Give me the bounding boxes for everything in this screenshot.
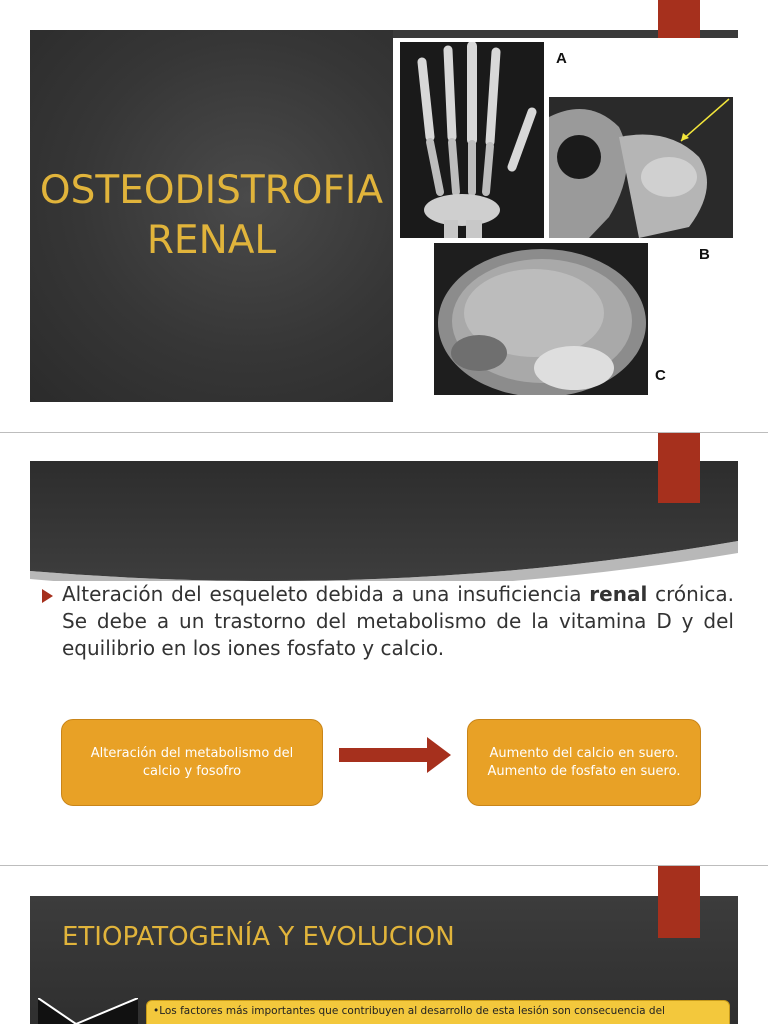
effect-box-line-2: Aumento de fosfato en suero. xyxy=(487,763,681,779)
bullet-bold-word: renal xyxy=(589,582,648,606)
figure-label-b: B xyxy=(699,246,710,263)
figure-label-c: C xyxy=(655,367,666,384)
title-line-2: RENAL xyxy=(146,218,277,263)
slide-title xyxy=(30,166,393,266)
slide-1 xyxy=(0,0,768,432)
bullet-arrow-icon xyxy=(42,589,53,603)
accent-tab xyxy=(658,0,700,38)
slide-2 xyxy=(0,433,768,865)
cause-box-text: Alteración del metabolismo del calcio y fosofro xyxy=(90,745,294,779)
bullet-text-part-1: Alteración del esqueleto debida a una insuficiencia xyxy=(62,582,590,606)
effect-box xyxy=(467,719,701,806)
callout-text: •Los factores más importantes que contribuyen al desarrollo de esta lesión son consecuencia del xyxy=(153,1005,665,1017)
bullet-paragraph xyxy=(62,581,734,662)
pelvis-xray-icon xyxy=(549,97,733,238)
accent-tab xyxy=(658,866,700,938)
callout-box xyxy=(146,1000,730,1024)
effect-box-line-1: Aumento del calcio en suero. xyxy=(489,745,679,761)
figure-label-a: A xyxy=(556,50,567,67)
cause-box xyxy=(61,719,323,806)
hand-xray-icon xyxy=(400,42,544,238)
bullet-text-part-2: crónica. Se debe a un trastorno del metabolismo de la vitamina D y del equilibrio en los iones fosfato y calcio. xyxy=(62,582,735,660)
title-line-1: OSTEODISTROFIA xyxy=(39,168,384,213)
slide-title: ETIOPATOGENÍA Y EVOLUCION xyxy=(62,922,455,952)
right-arrow-icon xyxy=(339,737,452,773)
accent-tab xyxy=(658,433,700,503)
chevron-shape-icon xyxy=(38,998,138,1024)
slide-3 xyxy=(0,866,768,1024)
skull-xray-icon xyxy=(434,243,648,395)
header-band xyxy=(30,461,738,581)
